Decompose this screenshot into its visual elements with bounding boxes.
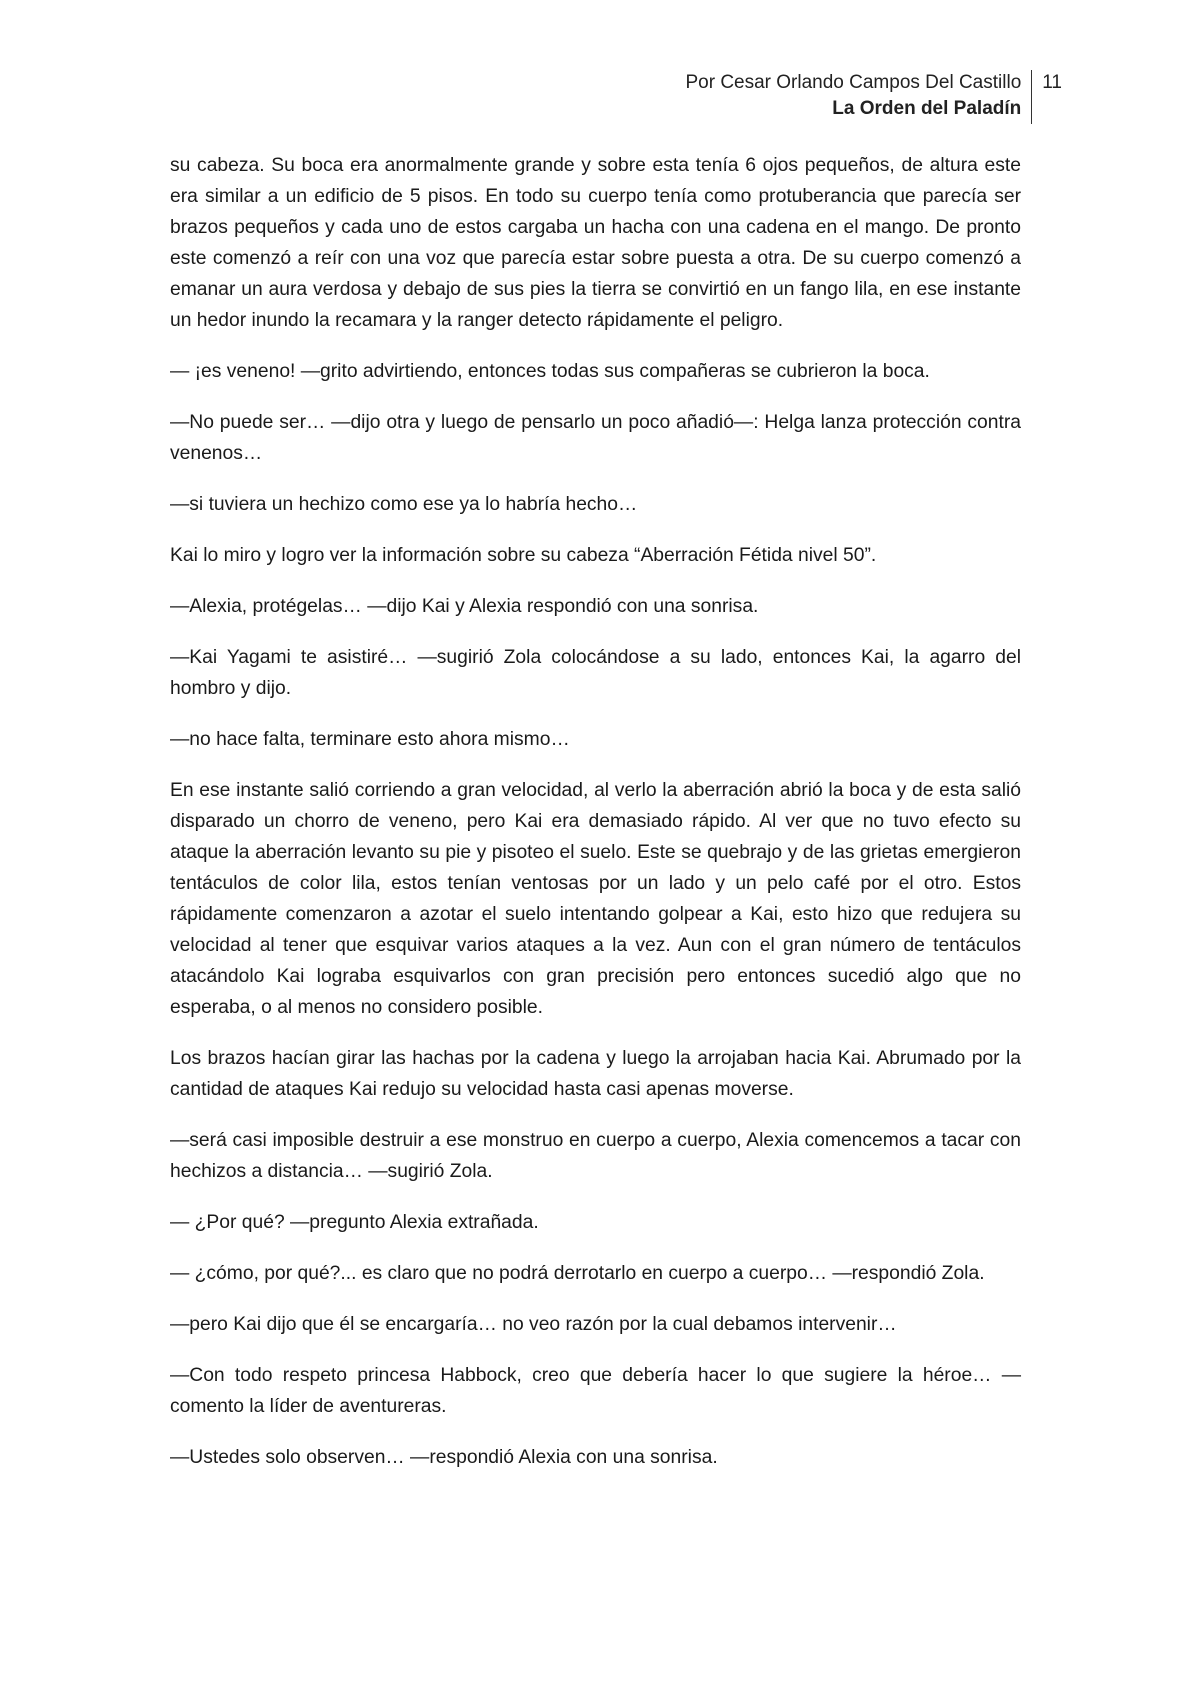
paragraph: En ese instante salió corriendo a gran velocidad, al verlo la aberración abrió la boca y de esta salió disparado un chorro de veneno, pero Kai era demasiado rápido. Al ver que no tuvo efecto su ataque la aberración levanto su pie y pisoteo el suelo. Este se quebrajo y de las grietas emergieron tentáculos de color lila, estos tenían ventosas por un lado y un pelo café por el otro. Estos rápidamente comenzaron a azotar el suelo intentando golpear a Kai, esto hizo que redujera su velocidad al tener que esquivar varios ataques a la vez. Aun con el gran número de tentáculos atacándolo Kai lograba esquivarlos con gran precisión pero entonces sucedió algo que no esperaba, o al menos no considero posible. [170,780,1021,1018]
paragraph: —no hace falta, terminare esto ahora mismo… [170,729,570,750]
page-body [170,150,1021,1493]
paragraph: Los brazos hacían girar las hachas por la cadena y luego la arrojaban hacia Kai. Abrumado por la cantidad de ataques Kai redujo su velocidad hasta casi apenas moverse. [170,1048,1021,1100]
header-author: Por Cesar Orlando Campos Del Castillo [685,72,1022,93]
paragraph: —No puede ser… —dijo otra y luego de pensarlo un poco añadió—: Helga lanza protección contra venenos… [170,412,1021,464]
page-header [685,70,1062,124]
header-text-block [685,70,1032,124]
header-book-title: La Orden del Paladín [832,98,1022,119]
paragraph: —Con todo respeto princesa Habbock, creo que debería hacer lo que sugiere la héroe… —comento la líder de aventureras. [170,1365,1021,1417]
paragraph: —Kai Yagami te asistiré… —sugirió Zola colocándose a su lado, entonces Kai, la agarro del hombro y dijo. [170,647,1021,699]
page-number: 11 [1042,72,1062,93]
paragraph: — ¿Por qué? —pregunto Alexia extrañada. [170,1212,539,1233]
paragraph: — ¿cómo, por qué?... es claro que no podrá derrotarlo en cuerpo a cuerpo… —respondió Zola. [170,1263,985,1284]
paragraph: — ¡es veneno! —grito advirtiendo, entonces todas sus compañeras se cubrieron la boca. [170,361,930,382]
paragraph: —si tuviera un hechizo como ese ya lo habría hecho… [170,494,638,515]
paragraph: su cabeza. Su boca era anormalmente grande y sobre esta tenía 6 ojos pequeños, de altura este era similar a un edificio de 5 pisos. En todo su cuerpo tenía como protuberancia que parecía ser brazos pequeños y cada uno de estos cargaba un hacha con una cadena en el mango. De pronto este comenzó a reír con una voz que parecía estar sobre puesta a otra. De su cuerpo comenzó a emanar un aura verdosa y debajo de sus pies la tierra se convirtió en un fango lila, en ese instante un hedor inundo la recamara y la ranger detecto rápidamente el peligro. [170,155,1021,331]
paragraph: —será casi imposible destruir a ese monstruo en cuerpo a cuerpo, Alexia comencemos a tacar con hechizos a distancia… —sugirió Zola. [170,1130,1021,1182]
paragraph: —pero Kai dijo que él se encargaría… no veo razón por la cual debamos intervenir… [170,1314,897,1335]
paragraph: —Alexia, protégelas… —dijo Kai y Alexia respondió con una sonrisa. [170,596,759,617]
paragraph: —Ustedes solo observen… —respondió Alexia con una sonrisa. [170,1447,718,1468]
paragraph: Kai lo miro y logro ver la información sobre su cabeza “Aberración Fétida nivel 50”. [170,545,877,566]
